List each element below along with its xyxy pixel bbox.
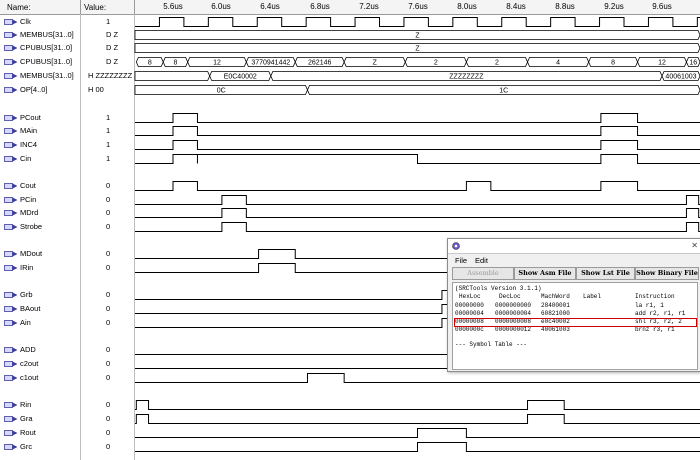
signal-name: OP[4..0]: [20, 85, 48, 94]
signal-value: 0: [106, 359, 111, 368]
col-instruction: Instruction: [635, 293, 675, 300]
signal-name: INC4: [20, 140, 38, 149]
signal-name: ADD: [20, 345, 36, 354]
signal-name: CPUBUS[31..0]: [20, 57, 73, 66]
signal-name: MAin: [20, 126, 38, 135]
bus-value-label: 0C: [216, 87, 226, 95]
bit-waveform: [135, 141, 700, 150]
signal-value: 0: [106, 373, 111, 382]
signal-name: Strobe: [20, 222, 43, 231]
signal-value: 0: [106, 428, 111, 437]
col-decloc: DecLoc: [499, 293, 521, 300]
bus-value-label: 2: [433, 59, 438, 67]
signal-value: 0: [106, 400, 111, 409]
signal-name: MEMBUS[31..0]: [20, 30, 74, 39]
app-icon: [452, 242, 460, 250]
signal-value: 1: [106, 113, 111, 122]
listing-cell-instruction: add r2, r1, r1: [635, 310, 686, 317]
bit-waveform: [135, 196, 700, 205]
listing-output[interactable]: [452, 282, 698, 370]
listing-cell-hexloc: 00000004: [455, 310, 484, 317]
highlight-box: [454, 318, 697, 327]
signal-name: Cout: [20, 181, 36, 190]
bus-segment: [135, 72, 210, 81]
bit-waveform: [135, 155, 700, 164]
signal-value: 0: [106, 304, 111, 313]
time-tick-label: 5.6us: [163, 2, 183, 11]
signal-value: 1: [106, 126, 111, 135]
bit-waveform: [135, 443, 700, 452]
bus-value-label: 1C: [499, 87, 509, 95]
signal-value: D Z: [106, 30, 119, 39]
signal-name: Grc: [20, 442, 33, 451]
signal-name: IRin: [20, 263, 34, 272]
col-hexloc: HexLoc: [459, 293, 481, 300]
menu-bar: [448, 254, 700, 266]
bus-value-label: Z: [415, 45, 420, 53]
listing-cell-machword: 40061003: [541, 326, 570, 333]
version-line: (SRCTools Version 3.1.1): [455, 285, 542, 292]
time-tick-label: 7.2us: [359, 2, 379, 11]
col-label: Label: [583, 293, 602, 300]
bus-value-label: 2: [495, 59, 499, 67]
listing-cell-hexloc: 0000000c: [455, 326, 484, 333]
value-column-header[interactable]: Value:: [84, 3, 107, 12]
signal-value: 0: [106, 249, 111, 258]
col-machword: MachWord: [541, 293, 570, 300]
signal-name: Ain: [20, 318, 31, 327]
window-titlebar[interactable]: [448, 239, 700, 254]
bit-waveform: [135, 127, 700, 136]
bus-value-label: E0C40002: [223, 73, 257, 81]
listing-cell-decloc: 0000000012: [495, 326, 532, 333]
time-tick-label: 8.0us: [457, 2, 477, 11]
time-tick-label: 6.8us: [310, 2, 330, 11]
bus-value-label: 8: [147, 59, 152, 67]
clock-waveform: [135, 18, 700, 27]
listing-cell-instruction: la r1, 1: [635, 302, 664, 309]
bus-value-label: 8: [173, 59, 178, 67]
bit-waveform: [135, 429, 700, 438]
listing-cell-machword: 28400001: [541, 302, 570, 309]
listing-cell-hexloc: 00000000: [455, 302, 484, 309]
signal-name: Gra: [20, 414, 33, 423]
listing-cell-decloc: 0000000008: [495, 318, 532, 325]
signal-value: 0: [106, 181, 111, 190]
signal-value: 0: [106, 414, 111, 423]
bus-value-label: 12: [213, 59, 221, 67]
listing-cell-instruction: shl r3, r2, 2: [635, 318, 682, 325]
listing-cell-machword: 60821000: [541, 310, 570, 317]
time-tick-label: 8.4us: [506, 2, 526, 11]
time-tick-label: 6.4us: [260, 2, 280, 11]
signal-name: MDout: [20, 249, 43, 258]
signal-value: 1: [106, 154, 111, 163]
bus-value-label: 4: [556, 59, 561, 67]
listing-cell-instruction: brnz r3, r1: [635, 326, 675, 333]
signal-name: Grb: [20, 290, 33, 299]
menu-edit[interactable]: Edit: [475, 256, 488, 265]
signal-value: 1: [106, 17, 111, 26]
signal-value: 0: [106, 290, 111, 299]
bus-value-label: ZZZZZZZZ: [449, 73, 484, 81]
signal-name: BAout: [20, 304, 41, 313]
time-tick-label: 8.8us: [555, 2, 575, 11]
bus-value-label: 262146: [308, 59, 332, 67]
bit-waveform: [135, 114, 700, 123]
time-tick-label: 7.6us: [408, 2, 428, 11]
bus-value-label: 3770941442: [251, 59, 291, 67]
listing-cell-decloc: 0000000000: [495, 302, 532, 309]
signal-value: 0: [106, 442, 111, 451]
bus-value-label: Z: [372, 59, 377, 67]
bit-waveform: [135, 401, 700, 410]
bit-waveform: [135, 209, 700, 218]
time-tick-label: 9.6us: [652, 2, 672, 11]
signal-value: 0: [106, 222, 111, 231]
signal-name: Cin: [20, 154, 32, 163]
signal-value: 1: [106, 140, 111, 149]
menu-file[interactable]: File: [455, 256, 468, 265]
bus-value-label: 16: [689, 59, 698, 67]
listing-cell-machword: e0c40002: [541, 318, 570, 325]
close-icon[interactable]: ✕: [691, 241, 698, 250]
signal-name: MDrd: [20, 208, 39, 217]
listing-cell-hexloc: 00000008: [455, 318, 484, 325]
signal-name: PCin: [20, 195, 37, 204]
button-bar: [448, 266, 700, 280]
signal-name: Rin: [20, 400, 32, 409]
signal-name: PCout: [20, 113, 41, 122]
signal-name: Rout: [20, 428, 36, 437]
signal-value: 0: [106, 318, 111, 327]
bit-waveform: [135, 182, 700, 191]
signal-name: c1out: [20, 373, 39, 382]
show-asm-file-button[interactable]: Show Asm File: [514, 267, 576, 280]
assemble-button[interactable]: Assemble: [452, 267, 514, 280]
bit-waveform: [135, 415, 700, 424]
name-column-header[interactable]: Name:: [7, 3, 31, 12]
listing-cell-decloc: 0000000004: [495, 310, 532, 317]
show-lst-file-button[interactable]: Show Lst File: [576, 267, 635, 280]
signal-value: D Z: [106, 43, 119, 52]
srctools-window: [447, 238, 700, 372]
signal-value: H ZZZZZZZZ: [88, 71, 133, 80]
signal-name: MEMBUS[31..0]: [20, 71, 74, 80]
signal-name: Clk: [20, 17, 31, 26]
bus-value-label: 12: [658, 59, 666, 67]
signal-value: 0: [106, 345, 111, 354]
signal-name: CPUBUS[31..0]: [20, 43, 73, 52]
bit-waveform: [135, 374, 700, 383]
symbol-table-line: --- Symbol Table ---: [455, 341, 528, 348]
bus-value-label: 8: [611, 59, 616, 67]
signal-value: D Z: [106, 57, 119, 66]
bit-waveform: [135, 223, 700, 232]
time-tick-label: 9.2us: [604, 2, 624, 11]
show-binary-file-button[interactable]: Show Binary File: [635, 267, 699, 280]
signal-value: 0: [106, 208, 111, 217]
signal-value: 0: [106, 263, 111, 272]
bus-value-label: 40061003: [665, 73, 697, 81]
time-tick-label: 6.0us: [211, 2, 231, 11]
signal-value: H 00: [88, 85, 104, 94]
signal-value: 0: [106, 195, 111, 204]
bus-value-label: Z: [415, 32, 420, 40]
signal-name: c2out: [20, 359, 39, 368]
